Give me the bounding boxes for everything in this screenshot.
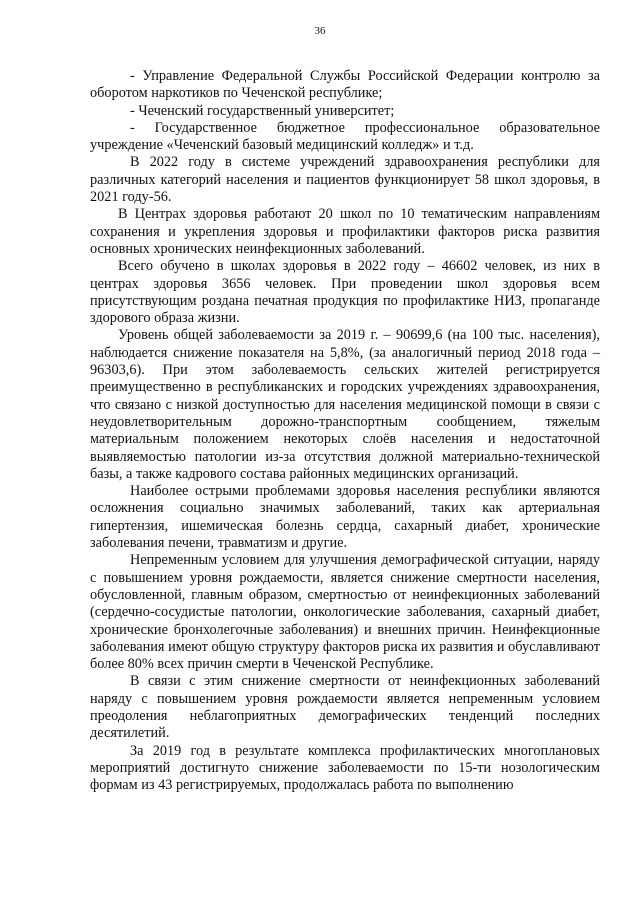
paragraph-list-item-university: - Чеченский государственный университет; (130, 102, 395, 119)
paragraph-acute-problems: Наиболее острыми проблемами здоровья населения республики являются осложнения социально значимых заболеваний, таких как артериальная гипертензия, ишемическая болезнь сердца, сахарный диабет, хронические заболевания печени, травматизм и другие. (90, 483, 600, 552)
page-number: 36 (314, 25, 326, 37)
paragraph-list-item-drug-control: - Управление Федеральной Службы Российской Федерации контролю за оборотом наркотиков по Чеченской республике; (90, 68, 600, 102)
paragraph-health-centers: В Центрах здоровья работают 20 школ по 10 тематическим направлениям сохранения и укрепления здоровья и профилактики факторов риска развития основных хронических неинфекционных заболеваний. (90, 206, 600, 257)
document-body (90, 68, 600, 794)
paragraph-list-item-college: - Государственное бюджетное профессиональное образовательное учреждение «Чеченский базовый медицинский колледж» и т.д. (90, 119, 600, 154)
paragraph-demographic-condition: Непременным условием для улучшения демографической ситуации, наряду с повышением уровня рождаемости, является снижение смертности населения, обусловленной, главным образом, смертностью от неинфекционных заболеваний (сердечно-сосудистые патологии, онкологические заболевания, сахарный диабет, хронические бронхолегочные заболевания) и внешних причин. Неинфекционные заболевания имеют общую структуру факторов риска их развития и обуславливают более 80% всех причин смерти в Чеченской Республике. (90, 552, 600, 673)
paragraph-mortality-reduction: В связи с этим снижение смертности от неинфекционных заболеваний наряду с повышением уровня рождаемости является непременным условием преодоления неблагоприятных демографических тенденций последних десятилетий. (90, 673, 600, 742)
paragraph-health-schools: В 2022 году в системе учреждений здравоохранения республики для различных категорий населения и пациентов функционирует 58 школ здоровья, в 2021 году-56. (90, 154, 600, 206)
paragraph-trained-total: Всего обучено в школах здоровья в 2022 году – 46602 человек, из них в центрах здоровья 3656 человек. При проведении школ здоровья всем присутствующим роздана печатная продукция по профилактике НИЗ, пропаганде здорового образа жизни. (90, 258, 600, 327)
paragraph-morbidity-level: Уровень общей заболеваемости за 2019 г. – 90699,6 (на 100 тыс. населения), наблюдается снижение показателя на 5,8%, (за аналогичный период 2018 года – 96303,6). При этом заболеваемость сельских жителей регистрируется преимущественно в республиканских и городских учреждениях здравоохранения, что связано с низкой доступностью для населения медицинской помощи в связи с неудовлетворительным дорожно-транспортным сообщением, тяжелым материальным положением некоторых слоёв населения и недостаточной выявляемостью патологии из-за отсутствия должной материально-технической базы, а также кадрового состава районных медицинских организаций. (90, 327, 600, 482)
paragraph-2019-results: За 2019 год в результате комплекса профилактических многоплановых мероприятий достигнуто снижение заболеваемости по 15-ти нозологическим формам из 43 регистрируемых, продолжалась работа по выполнению (90, 742, 600, 794)
